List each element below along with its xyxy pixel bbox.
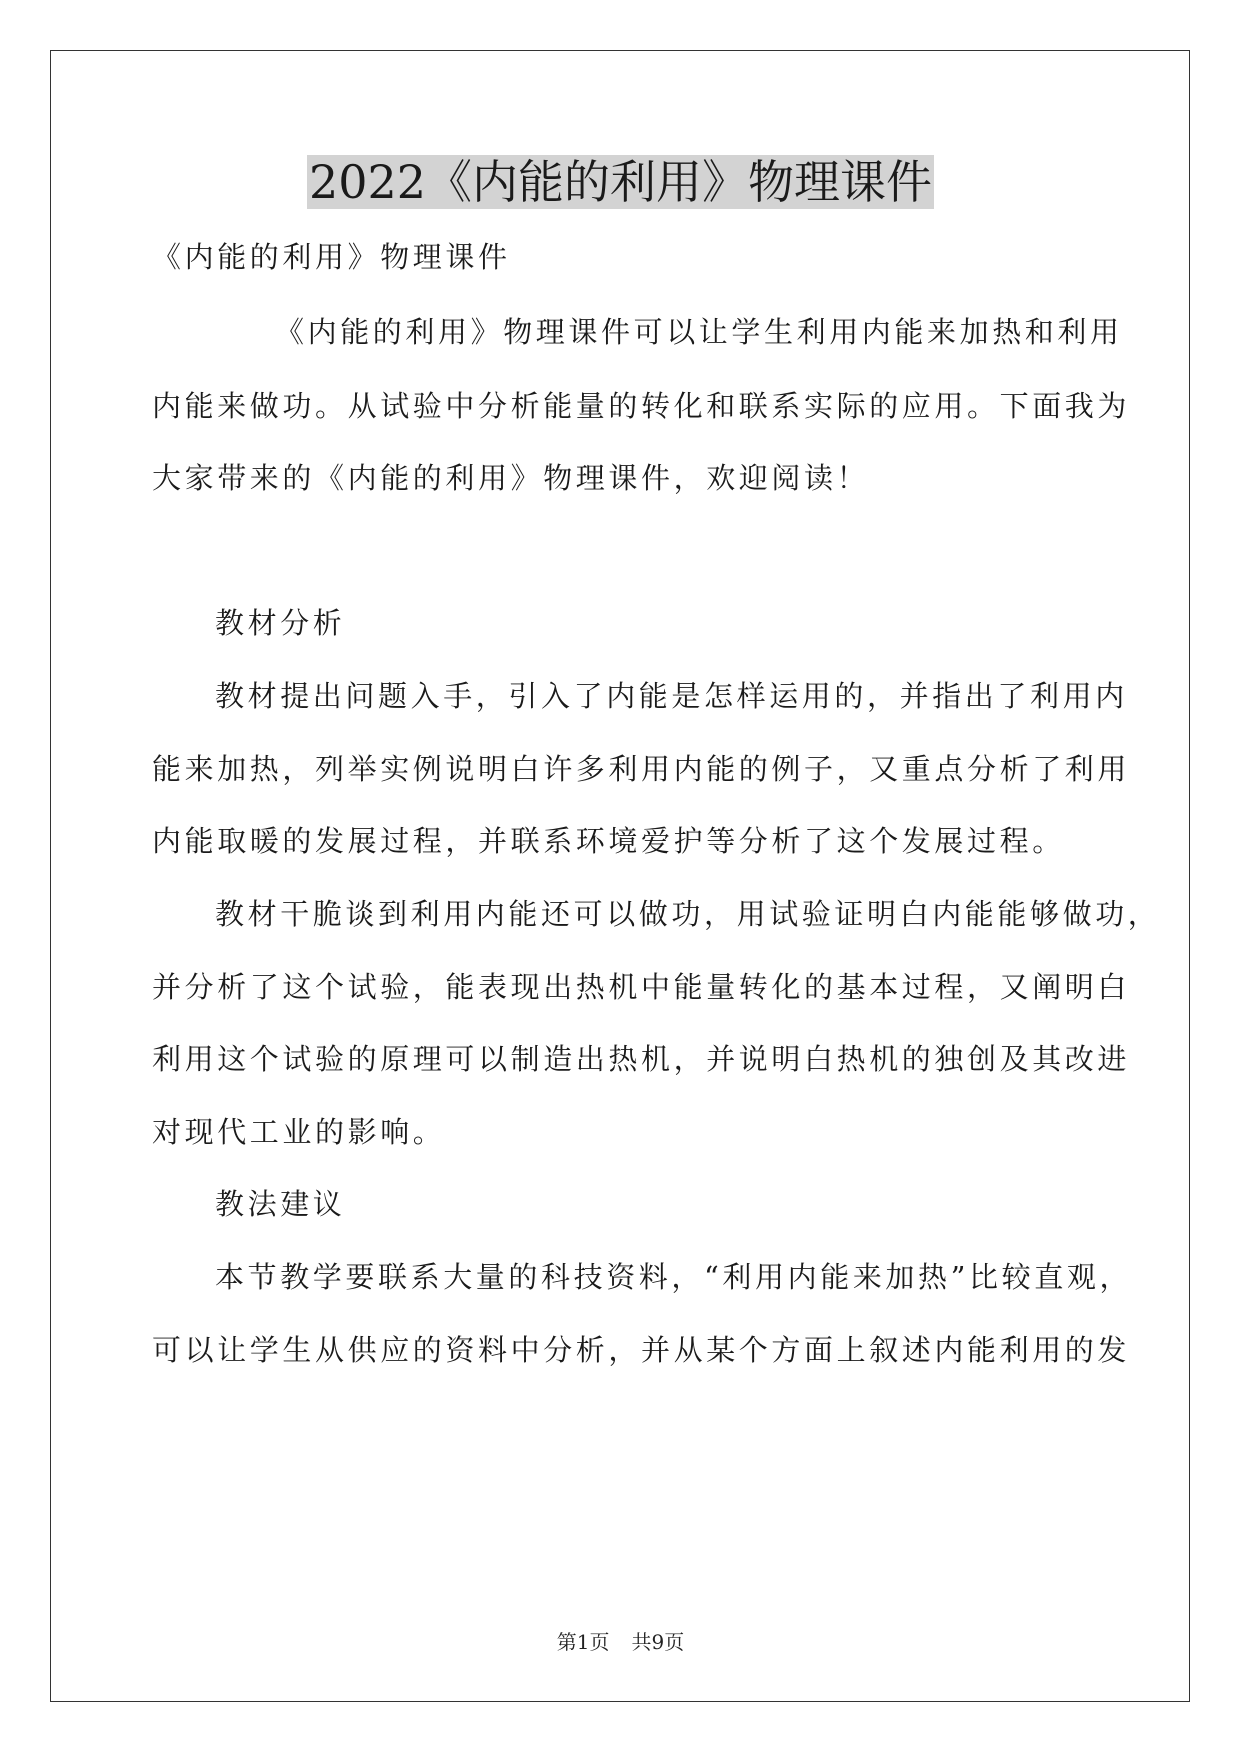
- paragraph-line: 利用这个试验的原理可以制造出热机，并说明白热机的独创及其改进: [152, 1042, 1131, 1076]
- paragraph-line: 教材干脆谈到利用内能还可以做功，用试验证明白内能能够做功，: [215, 897, 1161, 931]
- section-heading-teaching-suggestions: 教法建议: [215, 1187, 346, 1221]
- section-heading-textbook-analysis: 教材分析: [215, 606, 346, 640]
- paragraph-line: 教材提出问题入手，引入了内能是怎样运用的，并指出了利用内: [215, 679, 1128, 713]
- page-number: 第1页: [556, 1630, 610, 1654]
- intro-line-1: 《内能的利用》物理课件可以让学生利用内能来加热和利用: [275, 315, 1123, 349]
- document-title: 2022《内能的利用》物理课件: [308, 155, 933, 209]
- paragraph-line: 内能取暖的发展过程，并联系环境爱护等分析了这个发展过程。: [152, 824, 1065, 858]
- intro-line-3: 大家带来的《内能的利用》物理课件，欢迎阅读！: [152, 461, 870, 495]
- paragraph-line: 并分析了这个试验，能表现出热机中能量转化的基本过程，又阐明白: [152, 970, 1131, 1004]
- page-footer: [0, 1628, 1241, 1656]
- page-border: [50, 50, 1190, 1702]
- paragraph-line: 能来加热，列举实例说明白许多利用内能的例子，又重点分析了利用: [152, 752, 1131, 786]
- paragraph-line: 对现代工业的影响。: [152, 1115, 446, 1149]
- paragraph-line: 本节教学要联系大量的科技资料，“利用内能来加热”比较直观，: [215, 1260, 1133, 1294]
- subtitle-line: 《内能的利用》物理课件: [152, 240, 511, 274]
- page-total: 共9页: [631, 1630, 685, 1654]
- paragraph-line: 可以让学生从供应的资料中分析，并从某个方面上叙述内能利用的发: [152, 1333, 1131, 1367]
- intro-line-2: 内能来做功。从试验中分析能量的转化和联系实际的应用。下面我为: [152, 389, 1131, 423]
